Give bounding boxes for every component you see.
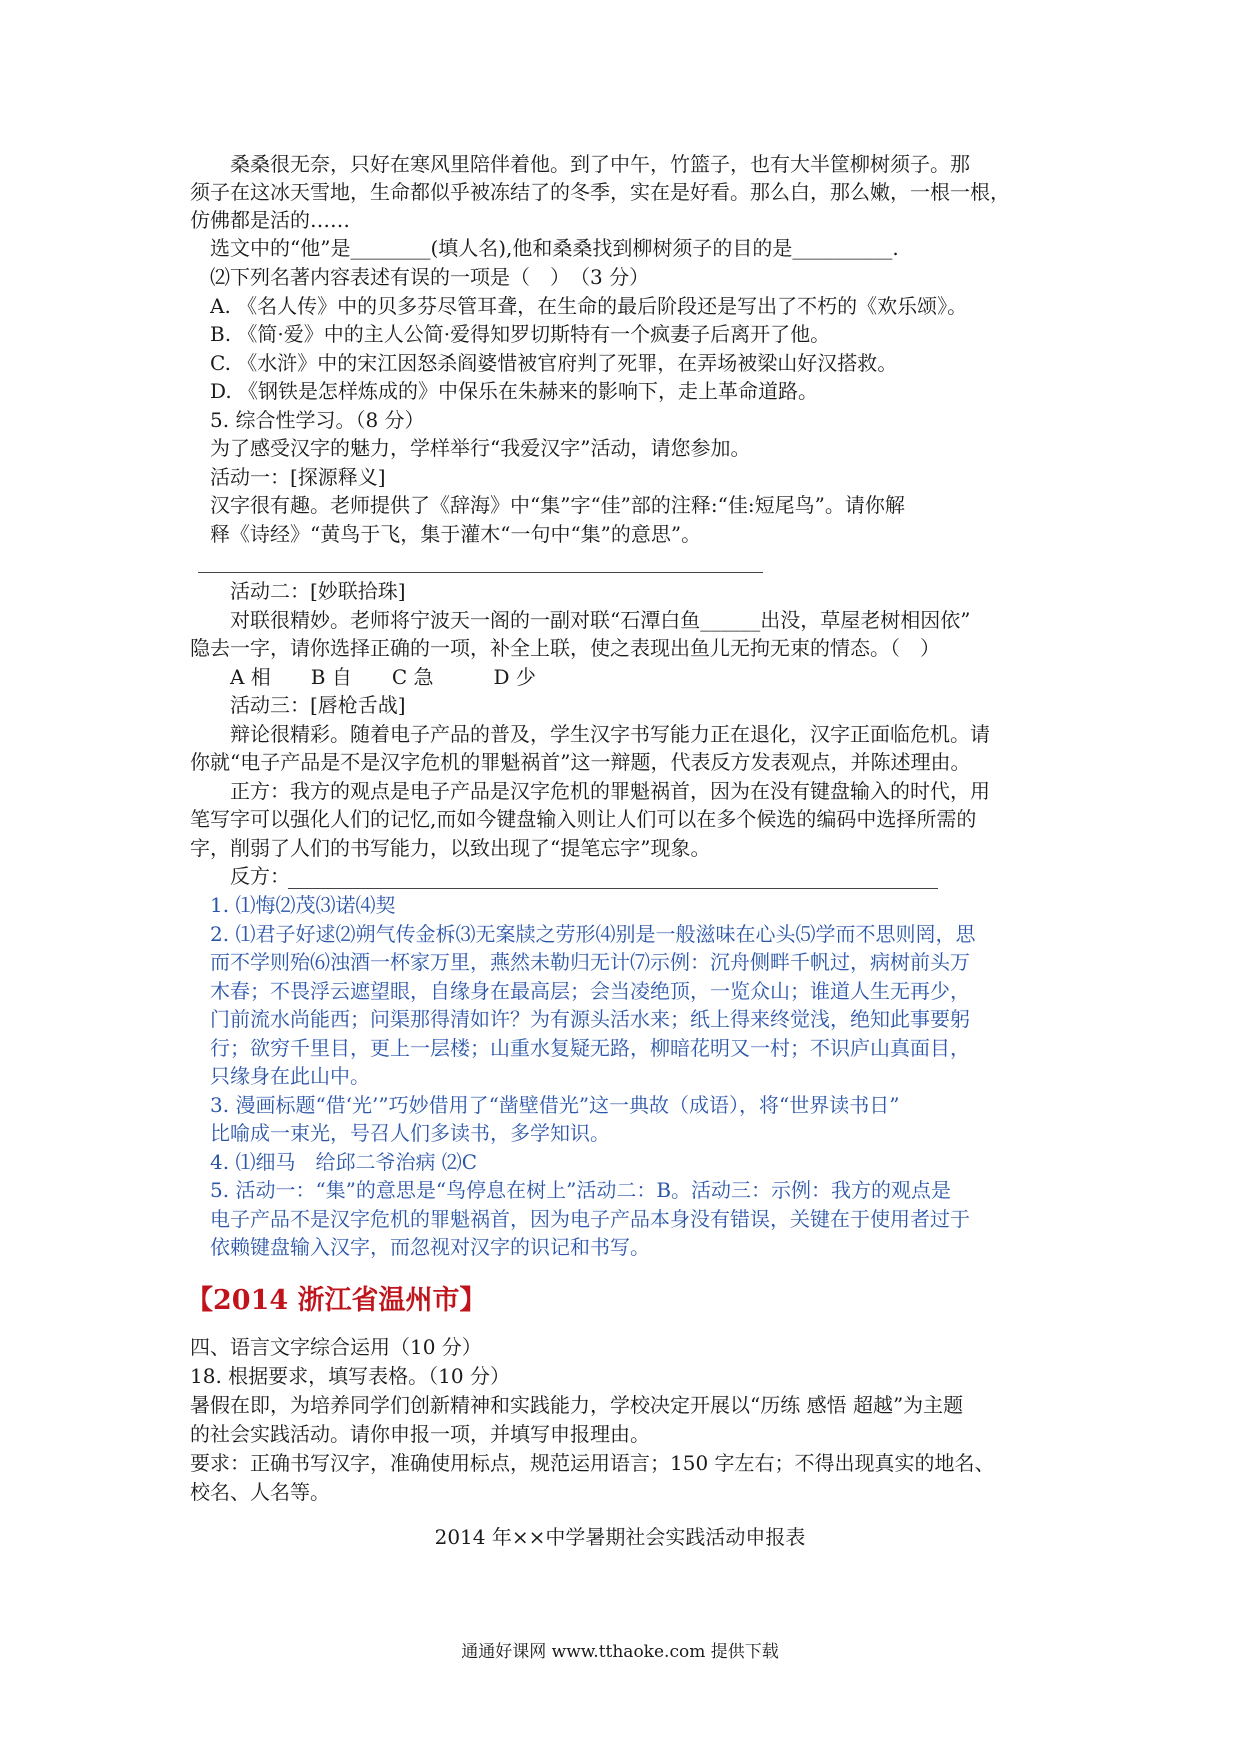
text-line: 对联很精妙。老师将宁波天一阁的一副对联“石潭白鱼______出没，草屋老树相因依”	[190, 608, 971, 632]
answer-line: 5. 活动一：“集”的意思是“鸟停息在树上”活动二：B。活动三：示例：我方的观点是	[190, 1178, 952, 1202]
text-line: 校名、人名等。	[190, 1480, 330, 1504]
text-line: 反方：	[190, 864, 290, 888]
text-line: 隐去一字，请你选择正确的一项，补全上联，使之表现出鱼儿无拘无束的情态。（ ）	[190, 636, 940, 660]
question-heading: 5. 综合性学习。（8 分）	[190, 408, 425, 432]
answer-line: 电子产品不是汉字危机的罪魁祸首，因为电子产品本身没有错误，关键在于使用者过于	[190, 1207, 970, 1231]
activity-heading: 活动一：[探源释义]	[190, 465, 386, 489]
text-line: 选文中的“他”是________(填人名),他和桑桑找到柳树须子的目的是__________.	[190, 236, 899, 260]
answer-line: 2. ⑴君子好逑⑵朔气传金柝⑶无案牍之劳形⑷别是一般滋味在心头⑸学而不思则罔，思	[190, 922, 976, 946]
text-line: 暑假在即，为培养同学们创新精神和实践能力，学校决定开展以“历练 感悟 超越”为主题	[190, 1393, 964, 1417]
text-line: 辩论很精彩。随着电子产品的普及，学生汉字书写能力正在退化，汉字正面临危机。请	[190, 722, 990, 746]
option-d: D. 《钢铁是怎样炼成的》中保乐在朱赫来的影响下，走上革命道路。	[190, 379, 819, 403]
table-caption: 2014 年××中学暑期社会实践活动申报表	[434, 1525, 806, 1549]
text-line: 须子在这冰天雪地，生命都似乎被冻结了的冬季，实在是好看。那么白，那么嫩，一根一根，	[190, 180, 1010, 204]
option-a: A. 《名人传》中的贝多芬尽管耳聋，在生命的最后阶段还是写出了不朽的《欢乐颂》。	[190, 294, 968, 318]
text-line: ⑵下列名著内容表述有误的一项是（ ） （3 分）	[190, 265, 650, 289]
answer-line: 比喻成一束光，号召人们多读书，多学知识。	[190, 1121, 610, 1145]
text-line: 四、语言文字综合运用（10 分）	[190, 1335, 482, 1359]
text-line: 桑桑很无奈，只好在寒风里陪伴着他。到了中午，竹篮子，也有大半筐柳树须子。那	[190, 152, 970, 176]
section-title: 【2014 浙江省温州市】	[186, 1285, 487, 1316]
text-line: 仿佛都是活的……	[190, 208, 350, 232]
activity-heading: 活动三：[唇枪舌战]	[190, 693, 406, 717]
choice-options: A 相 B 自 C 急 D 少	[190, 665, 536, 689]
option-b: B. 《简·爱》中的主人公简·爱得知罗切斯特有一个疯妻子后离开了他。	[190, 322, 831, 346]
text-line: 的社会实践活动。请你申报一项，并填写申报理由。	[190, 1422, 650, 1446]
text-line: 释《诗经》“黄鸟于飞，集于灌木“一句中“集”的意思”。	[190, 522, 702, 546]
page-footer: 通通好课网 www.tthaoke.com 提供下载	[461, 1642, 779, 1662]
answer-line: 门前流水尚能西；问渠那得清如许？为有源头活水来；纸上得来终觉浅，绝知此事要躬	[190, 1007, 970, 1031]
answer-line: 只缘身在此山中。	[190, 1064, 370, 1088]
answer-blank-line	[288, 888, 938, 889]
text-line: 要求：正确书写汉字，准确使用标点，规范运用语言；150 字左右；不得出现真实的地名、	[190, 1451, 995, 1475]
text-line: 18. 根据要求，填写表格。（10 分）	[190, 1364, 510, 1388]
text-line: 正方：我方的观点是电子产品是汉字危机的罪魁祸首，因为在没有键盘输入的时代，用	[190, 779, 990, 803]
text-line: 你就“电子产品是不是汉字危机的罪魁祸首”这一辩题，代表反方发表观点，并陈述理由。	[190, 750, 971, 774]
answer-line: 而不学则殆⑹浊酒一杯家万里，燕然未勒归无计⑺示例：沉舟侧畔千帆过，病树前头万	[190, 950, 970, 974]
activity-heading: 活动二：[妙联拾珠]	[190, 579, 406, 603]
text-line: 为了感受汉字的魅力，学样举行“我爱汉字”活动，请您参加。	[190, 436, 751, 460]
answer-line: 3. 漫画标题“借‘光’”巧妙借用了“凿壁借光”这一典故（成语），将“世界读书日”	[190, 1093, 900, 1117]
answer-line: 木春；不畏浮云遮望眼，自缘身在最高层；会当凌绝顶，一览众山；谁道人生无再少，	[190, 979, 970, 1003]
option-c: C. 《水浒》中的宋江因怒杀阎婆惜被官府判了死罪，在弄场被梁山好汉搭救。	[190, 351, 898, 375]
answer-line: 行；欲穷千里目，更上一层楼；山重水复疑无路，柳暗花明又一村；不识庐山真面目，	[190, 1036, 970, 1060]
answer-line: 4. ⑴细马 给邱二爷治病 ⑵C	[190, 1150, 478, 1174]
answer-blank-line	[198, 572, 763, 573]
answer-line: 依赖键盘输入汉字，而忽视对汉字的识记和书写。	[190, 1235, 650, 1259]
text-line: 汉字很有趣。老师提供了《辞海》中“集”字“佳”部的注释:“佳:短尾鸟”。请你解	[190, 493, 905, 517]
text-line: 字，削弱了人们的书写能力，以致出现了“提笔忘字”现象。	[190, 836, 711, 860]
text-line: 笔写字可以强化人们的记忆,而如今键盘输入则让人们可以在多个候选的编码中选择所需的	[190, 807, 977, 831]
answer-line: 1. ⑴悔⑵茂⑶诺⑷契	[190, 893, 396, 917]
